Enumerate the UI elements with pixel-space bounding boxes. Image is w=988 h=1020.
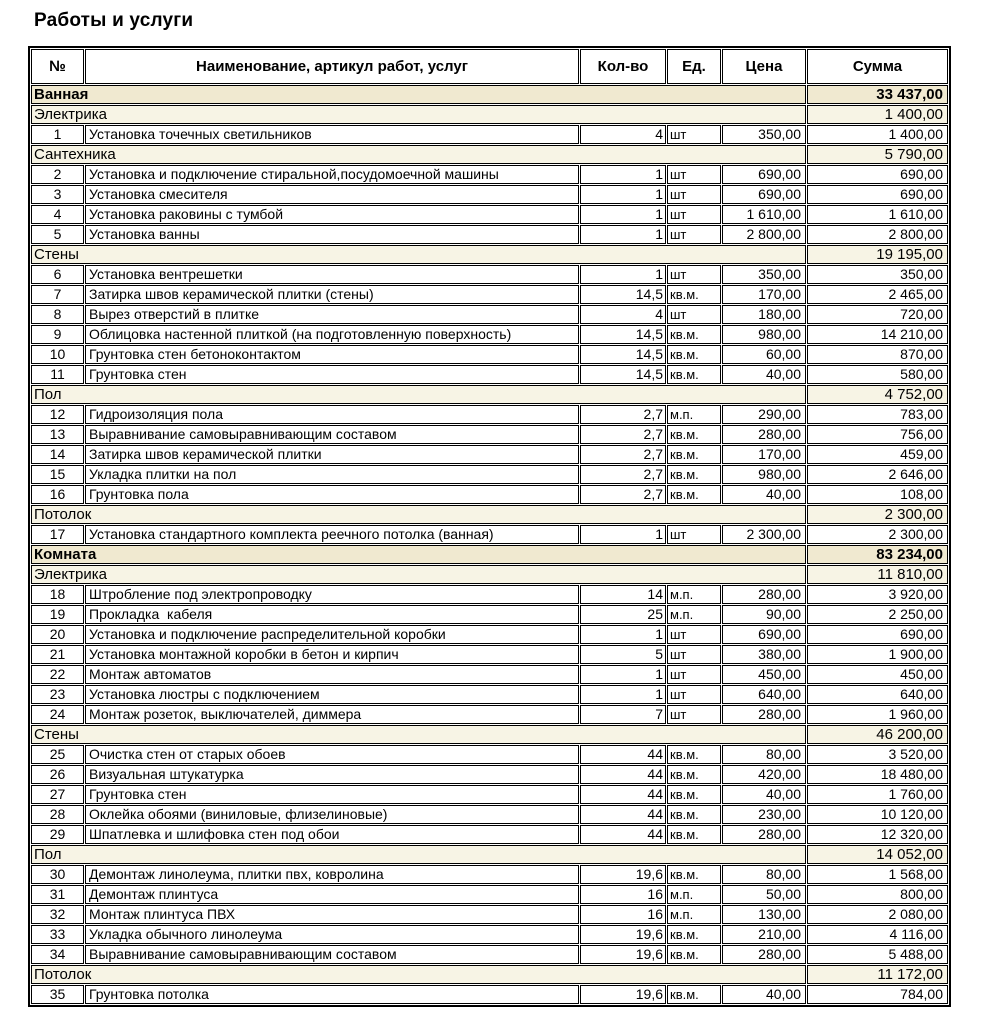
unit-cell: шт [667, 165, 721, 184]
price-cell: 280,00 [722, 945, 806, 964]
unit-cell: шт [667, 665, 721, 684]
item-row [31, 525, 948, 544]
unit-cell: шт [667, 205, 721, 224]
item-row [31, 585, 948, 604]
item-name-cell: Установка люстры с подключением [85, 685, 579, 704]
quantity-cell: 19,6 [580, 945, 666, 964]
sum-cell: 580,00 [807, 365, 948, 384]
item-row [31, 425, 948, 444]
quantity-cell: 14,5 [580, 325, 666, 344]
sum-cell: 870,00 [807, 345, 948, 364]
unit-cell: м.п. [667, 585, 721, 604]
item-name-cell: Установка вентрешетки [85, 265, 579, 284]
sum-cell: 2 465,00 [807, 285, 948, 304]
quantity-cell: 19,6 [580, 925, 666, 944]
item-row [31, 225, 948, 244]
item-number-cell: 26 [31, 765, 84, 784]
quantity-cell: 1 [580, 185, 666, 204]
unit-cell: шт [667, 705, 721, 724]
unit-cell: кв.м. [667, 825, 721, 844]
header-sum: Сумма [807, 49, 948, 84]
item-name-cell: Установка раковины с тумбой [85, 205, 579, 224]
item-name-cell: Демонтаж линолеума, плитки пвх, ковролина [85, 865, 579, 884]
group-label-cell: Пол [31, 385, 806, 404]
item-name-cell: Облицовка настенной плиткой (на подготовленную поверхность) [85, 325, 579, 344]
item-row [31, 325, 948, 344]
price-cell: 980,00 [722, 325, 806, 344]
item-name-cell: Затирка швов керамической плитки (стены) [85, 285, 579, 304]
price-cell: 80,00 [722, 865, 806, 884]
item-row [31, 805, 948, 824]
sum-cell: 3 520,00 [807, 745, 948, 764]
item-row [31, 305, 948, 324]
item-number-cell: 8 [31, 305, 84, 324]
item-row [31, 445, 948, 464]
quantity-cell: 1 [580, 685, 666, 704]
item-number-cell: 28 [31, 805, 84, 824]
item-number-cell: 11 [31, 365, 84, 384]
quantity-cell: 1 [580, 525, 666, 544]
unit-cell: кв.м. [667, 765, 721, 784]
item-number-cell: 33 [31, 925, 84, 944]
item-name-cell: Установка стандартного комплекта реечного потолка (ванная) [85, 525, 579, 544]
unit-cell: кв.м. [667, 325, 721, 344]
item-number-cell: 14 [31, 445, 84, 464]
group-row [31, 145, 948, 164]
item-number-cell: 7 [31, 285, 84, 304]
group-row [31, 965, 948, 984]
item-row [31, 605, 948, 624]
quantity-cell: 1 [580, 665, 666, 684]
item-row [31, 985, 948, 1004]
sum-cell: 2 250,00 [807, 605, 948, 624]
unit-cell: кв.м. [667, 745, 721, 764]
unit-cell: кв.м. [667, 345, 721, 364]
unit-cell: шт [667, 265, 721, 284]
item-number-cell: 31 [31, 885, 84, 904]
group-total-cell: 2 300,00 [807, 505, 948, 524]
item-name-cell: Вырез отверстий в плитке [85, 305, 579, 324]
price-cell: 40,00 [722, 365, 806, 384]
quantity-cell: 4 [580, 305, 666, 324]
unit-cell: кв.м. [667, 865, 721, 884]
item-number-cell: 5 [31, 225, 84, 244]
sum-cell: 2 080,00 [807, 905, 948, 924]
item-row [31, 885, 948, 904]
price-cell: 290,00 [722, 405, 806, 424]
price-cell: 980,00 [722, 465, 806, 484]
sum-cell: 5 488,00 [807, 945, 948, 964]
price-cell: 380,00 [722, 645, 806, 664]
unit-cell: кв.м. [667, 785, 721, 804]
item-number-cell: 9 [31, 325, 84, 344]
group-total-cell: 11 172,00 [807, 965, 948, 984]
group-total-cell: 46 200,00 [807, 725, 948, 744]
section-label-cell: Ванная [31, 85, 806, 104]
item-row [31, 205, 948, 224]
item-name-cell: Укладка плитки на пол [85, 465, 579, 484]
sum-cell: 2 800,00 [807, 225, 948, 244]
price-cell: 350,00 [722, 265, 806, 284]
price-cell: 350,00 [722, 125, 806, 144]
quantity-cell: 25 [580, 605, 666, 624]
unit-cell: кв.м. [667, 985, 721, 1004]
unit-cell: кв.м. [667, 365, 721, 384]
quantity-cell: 14,5 [580, 285, 666, 304]
quantity-cell: 1 [580, 205, 666, 224]
unit-cell: шт [667, 125, 721, 144]
price-cell: 170,00 [722, 445, 806, 464]
item-name-cell: Демонтаж плинтуса [85, 885, 579, 904]
item-row [31, 925, 948, 944]
group-total-cell: 1 400,00 [807, 105, 948, 124]
group-row [31, 725, 948, 744]
item-number-cell: 25 [31, 745, 84, 764]
item-name-cell: Монтаж розеток, выключателей, диммера [85, 705, 579, 724]
sum-cell: 350,00 [807, 265, 948, 284]
unit-cell: м.п. [667, 605, 721, 624]
item-name-cell: Установка монтажной коробки в бетон и кирпич [85, 645, 579, 664]
unit-cell: м.п. [667, 905, 721, 924]
quantity-cell: 44 [580, 805, 666, 824]
item-name-cell: Выравнивание самовыравнивающим составом [85, 945, 579, 964]
price-cell: 690,00 [722, 625, 806, 644]
quantity-cell: 1 [580, 165, 666, 184]
group-row [31, 505, 948, 524]
group-row [31, 385, 948, 404]
group-total-cell: 19 195,00 [807, 245, 948, 264]
item-row [31, 785, 948, 804]
item-number-cell: 20 [31, 625, 84, 644]
section-total-cell: 33 437,00 [807, 85, 948, 104]
item-name-cell: Установка и подключение стиральной,посудомоечной машины [85, 165, 579, 184]
price-cell: 180,00 [722, 305, 806, 324]
sum-cell: 1 568,00 [807, 865, 948, 884]
unit-cell: кв.м. [667, 485, 721, 504]
item-number-cell: 29 [31, 825, 84, 844]
price-cell: 280,00 [722, 705, 806, 724]
sum-cell: 784,00 [807, 985, 948, 1004]
item-row [31, 125, 948, 144]
section-row [31, 85, 948, 104]
item-number-cell: 21 [31, 645, 84, 664]
price-cell: 50,00 [722, 885, 806, 904]
item-row [31, 945, 948, 964]
item-number-cell: 19 [31, 605, 84, 624]
sum-cell: 690,00 [807, 185, 948, 204]
price-cell: 60,00 [722, 345, 806, 364]
item-name-cell: Затирка швов керамической плитки [85, 445, 579, 464]
sum-cell: 3 920,00 [807, 585, 948, 604]
quantity-cell: 1 [580, 225, 666, 244]
works-and-services-table [28, 46, 951, 1007]
item-name-cell: Установка смесителя [85, 185, 579, 204]
price-cell: 640,00 [722, 685, 806, 704]
quantity-cell: 44 [580, 765, 666, 784]
group-label-cell: Сантехника [31, 145, 806, 164]
quantity-cell: 44 [580, 825, 666, 844]
group-total-cell: 14 052,00 [807, 845, 948, 864]
item-name-cell: Шпатлевка и шлифовка стен под обои [85, 825, 579, 844]
unit-cell: кв.м. [667, 945, 721, 964]
sum-cell: 1 610,00 [807, 205, 948, 224]
sum-cell: 450,00 [807, 665, 948, 684]
price-cell: 690,00 [722, 185, 806, 204]
item-number-cell: 2 [31, 165, 84, 184]
unit-cell: шт [667, 625, 721, 644]
group-total-cell: 5 790,00 [807, 145, 948, 164]
item-name-cell: Установка ванны [85, 225, 579, 244]
unit-cell: кв.м. [667, 445, 721, 464]
header-number: № [31, 49, 84, 84]
quantity-cell: 2,7 [580, 465, 666, 484]
unit-cell: шт [667, 685, 721, 704]
item-number-cell: 3 [31, 185, 84, 204]
sum-cell: 1 960,00 [807, 705, 948, 724]
price-cell: 230,00 [722, 805, 806, 824]
item-row [31, 645, 948, 664]
quantity-cell: 2,7 [580, 485, 666, 504]
group-label-cell: Электрика [31, 565, 806, 584]
item-number-cell: 15 [31, 465, 84, 484]
item-number-cell: 27 [31, 785, 84, 804]
item-number-cell: 1 [31, 125, 84, 144]
header-quantity: Кол-во [580, 49, 666, 84]
sum-cell: 18 480,00 [807, 765, 948, 784]
price-cell: 40,00 [722, 785, 806, 804]
quantity-cell: 14,5 [580, 345, 666, 364]
item-row [31, 345, 948, 364]
item-row [31, 185, 948, 204]
section-label-cell: Комната [31, 545, 806, 564]
table-header-row [31, 49, 948, 84]
price-cell: 170,00 [722, 285, 806, 304]
unit-cell: кв.м. [667, 465, 721, 484]
item-name-cell: Оклейка обоями (виниловые, флизелиновые) [85, 805, 579, 824]
item-name-cell: Укладка обычного линолеума [85, 925, 579, 944]
group-label-cell: Стены [31, 245, 806, 264]
price-cell: 690,00 [722, 165, 806, 184]
quantity-cell: 14,5 [580, 365, 666, 384]
group-label-cell: Стены [31, 725, 806, 744]
group-row [31, 105, 948, 124]
sum-cell: 4 116,00 [807, 925, 948, 944]
quantity-cell: 1 [580, 265, 666, 284]
group-label-cell: Пол [31, 845, 806, 864]
item-name-cell: Грунтовка стен [85, 365, 579, 384]
unit-cell: шт [667, 225, 721, 244]
item-number-cell: 23 [31, 685, 84, 704]
item-number-cell: 30 [31, 865, 84, 884]
price-cell: 130,00 [722, 905, 806, 924]
group-label-cell: Потолок [31, 505, 806, 524]
sum-cell: 12 320,00 [807, 825, 948, 844]
item-number-cell: 18 [31, 585, 84, 604]
sum-cell: 14 210,00 [807, 325, 948, 344]
sum-cell: 459,00 [807, 445, 948, 464]
header-name: Наименование, артикул работ, услуг [85, 49, 579, 84]
item-row [31, 165, 948, 184]
item-row [31, 625, 948, 644]
item-row [31, 865, 948, 884]
unit-cell: шт [667, 185, 721, 204]
quantity-cell: 2,7 [580, 405, 666, 424]
unit-cell: шт [667, 645, 721, 664]
quantity-cell: 19,6 [580, 865, 666, 884]
quantity-cell: 1 [580, 625, 666, 644]
item-number-cell: 34 [31, 945, 84, 964]
sum-cell: 756,00 [807, 425, 948, 444]
item-row [31, 285, 948, 304]
item-name-cell: Установка точечных светильников [85, 125, 579, 144]
quantity-cell: 14 [580, 585, 666, 604]
sum-cell: 783,00 [807, 405, 948, 424]
item-row [31, 405, 948, 424]
item-row [31, 685, 948, 704]
quantity-cell: 2,7 [580, 425, 666, 444]
group-label-cell: Электрика [31, 105, 806, 124]
item-row [31, 665, 948, 684]
section-total-cell: 83 234,00 [807, 545, 948, 564]
item-row [31, 465, 948, 484]
price-cell: 450,00 [722, 665, 806, 684]
quantity-cell: 2,7 [580, 445, 666, 464]
item-name-cell: Грунтовка стен [85, 785, 579, 804]
sum-cell: 10 120,00 [807, 805, 948, 824]
sum-cell: 720,00 [807, 305, 948, 324]
item-name-cell: Монтаж плинтуса ПВХ [85, 905, 579, 924]
quantity-cell: 16 [580, 885, 666, 904]
quantity-cell: 7 [580, 705, 666, 724]
item-number-cell: 17 [31, 525, 84, 544]
item-row [31, 905, 948, 924]
unit-cell: кв.м. [667, 925, 721, 944]
group-row [31, 565, 948, 584]
item-number-cell: 4 [31, 205, 84, 224]
sum-cell: 1 400,00 [807, 125, 948, 144]
quantity-cell: 44 [580, 745, 666, 764]
page-title: Работы и услуги [34, 10, 194, 31]
price-cell: 280,00 [722, 825, 806, 844]
item-name-cell: Штробление под электропроводку [85, 585, 579, 604]
price-cell: 280,00 [722, 425, 806, 444]
item-number-cell: 35 [31, 985, 84, 1004]
group-row [31, 845, 948, 864]
item-row [31, 705, 948, 724]
item-number-cell: 6 [31, 265, 84, 284]
price-cell: 40,00 [722, 985, 806, 1004]
item-name-cell: Гидроизоляция пола [85, 405, 579, 424]
price-cell: 2 800,00 [722, 225, 806, 244]
unit-cell: шт [667, 305, 721, 324]
item-name-cell: Грунтовка пола [85, 485, 579, 504]
item-row [31, 485, 948, 504]
sum-cell: 800,00 [807, 885, 948, 904]
price-cell: 210,00 [722, 925, 806, 944]
item-name-cell: Монтаж автоматов [85, 665, 579, 684]
item-name-cell: Визуальная штукатурка [85, 765, 579, 784]
item-name-cell: Выравнивание самовыравнивающим составом [85, 425, 579, 444]
item-row [31, 765, 948, 784]
group-row [31, 245, 948, 264]
item-row [31, 745, 948, 764]
quantity-cell: 16 [580, 905, 666, 924]
sum-cell: 640,00 [807, 685, 948, 704]
unit-cell: кв.м. [667, 805, 721, 824]
unit-cell: м.п. [667, 885, 721, 904]
section-row [31, 545, 948, 564]
quantity-cell: 4 [580, 125, 666, 144]
sum-cell: 1 900,00 [807, 645, 948, 664]
price-cell: 40,00 [722, 485, 806, 504]
quantity-cell: 5 [580, 645, 666, 664]
item-number-cell: 12 [31, 405, 84, 424]
sum-cell: 690,00 [807, 165, 948, 184]
unit-cell: кв.м. [667, 285, 721, 304]
sum-cell: 690,00 [807, 625, 948, 644]
item-number-cell: 16 [31, 485, 84, 504]
item-number-cell: 24 [31, 705, 84, 724]
group-total-cell: 4 752,00 [807, 385, 948, 404]
unit-cell: шт [667, 525, 721, 544]
sum-cell: 2 646,00 [807, 465, 948, 484]
item-name-cell: Очистка стен от старых обоев [85, 745, 579, 764]
sum-cell: 108,00 [807, 485, 948, 504]
item-number-cell: 13 [31, 425, 84, 444]
quantity-cell: 44 [580, 785, 666, 804]
quantity-cell: 19,6 [580, 985, 666, 1004]
item-row [31, 265, 948, 284]
works-table-body [31, 85, 948, 1004]
item-row [31, 365, 948, 384]
sum-cell: 1 760,00 [807, 785, 948, 804]
sum-cell: 2 300,00 [807, 525, 948, 544]
item-name-cell: Грунтовка стен бетоноконтактом [85, 345, 579, 364]
item-name-cell: Установка и подключение распределительной коробки [85, 625, 579, 644]
price-cell: 280,00 [722, 585, 806, 604]
price-cell: 2 300,00 [722, 525, 806, 544]
header-price: Цена [722, 49, 806, 84]
price-cell: 90,00 [722, 605, 806, 624]
unit-cell: кв.м. [667, 425, 721, 444]
price-cell: 420,00 [722, 765, 806, 784]
item-row [31, 825, 948, 844]
item-number-cell: 32 [31, 905, 84, 924]
price-cell: 1 610,00 [722, 205, 806, 224]
item-number-cell: 22 [31, 665, 84, 684]
price-cell: 80,00 [722, 745, 806, 764]
header-unit: Ед. [667, 49, 721, 84]
unit-cell: м.п. [667, 405, 721, 424]
group-label-cell: Потолок [31, 965, 806, 984]
group-total-cell: 11 810,00 [807, 565, 948, 584]
item-number-cell: 10 [31, 345, 84, 364]
item-name-cell: Прокладка кабеля [85, 605, 579, 624]
item-name-cell: Грунтовка потолка [85, 985, 579, 1004]
